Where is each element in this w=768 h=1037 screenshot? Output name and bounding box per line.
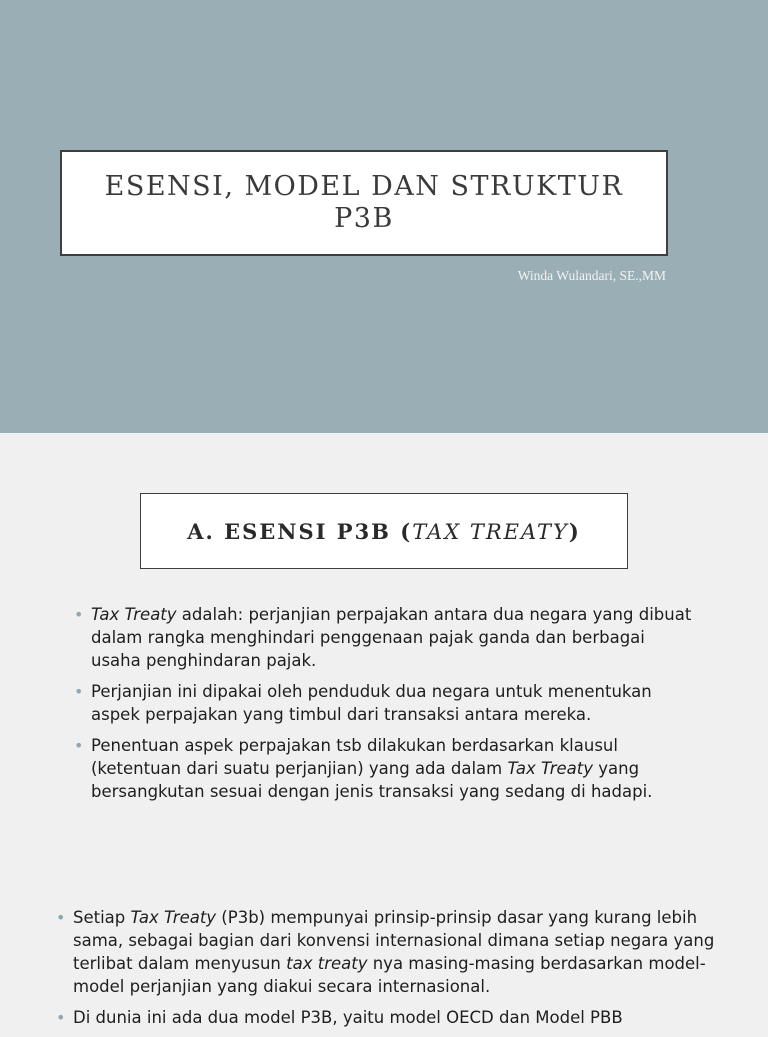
bullet-text: Setiap xyxy=(73,908,131,927)
bullet-text: Penentuan aspek perpajakan tsb dilakukan berdasarkan klausul (ketentuan dari suatu perjanjian) yang ada dalam xyxy=(91,736,618,778)
section-heading xyxy=(187,519,581,544)
term-italic: Tax Treaty xyxy=(91,605,177,624)
bullet-list xyxy=(56,906,716,1037)
section-heading-box xyxy=(140,493,628,569)
list-item xyxy=(56,906,716,998)
author-name: Winda Wulandari, SE.,MM xyxy=(517,268,666,283)
list-item xyxy=(74,680,694,726)
title-slide xyxy=(0,0,768,433)
bullet-icon: • xyxy=(74,605,84,624)
title-box xyxy=(60,150,668,256)
term-italic: tax treaty xyxy=(286,954,368,973)
list-item xyxy=(74,734,694,803)
bullet-icon: • xyxy=(56,908,66,927)
bullet-text: Di dunia ini ada dua model P3B, yaitu model OECD dan Model PBB xyxy=(73,1008,623,1027)
bullet-text: nya masing-masing berdasarkan model-model perjanjian yang diakui secara internasional. xyxy=(73,954,706,996)
term-italic: Tax Treaty xyxy=(130,908,217,927)
bullet-icon: • xyxy=(74,682,84,701)
content-slide-esensi xyxy=(0,433,768,880)
bullet-text: (P3b) mempunyai prinsip-prinsip dasar yang kurang lebih sama, sebagai bagian dari konvensi internasional dimana setiap negara yang terlibat dalam menyusun xyxy=(73,908,715,973)
bullet-text: adalah: perjanjian perpajakan antara dua negara yang dibuat dalam rangka menghindari penggenaan pajak ganda dan berbagai usaha penghindaran pajak. xyxy=(91,605,692,670)
heading-close: ) xyxy=(568,518,581,544)
slide-title-line-2: P3B xyxy=(334,203,394,234)
bullet-text: Perjanjian ini dipakai oleh penduduk dua negara untuk menentukan aspek perpajakan yang timbul dari transaksi antara mereka. xyxy=(91,682,652,724)
heading-italic: TAX TREATY xyxy=(412,519,569,544)
term-italic: Tax Treaty xyxy=(507,759,594,778)
list-item xyxy=(56,1006,716,1029)
content-slide-model xyxy=(0,880,768,1027)
list-item xyxy=(74,603,694,672)
bullet-icon: • xyxy=(74,736,84,755)
bullet-icon: • xyxy=(56,1008,66,1027)
bullet-list xyxy=(74,603,694,811)
bullet-text: yang bersangkutan sesuai dengan jenis transaksi yang sedang di hadapi. xyxy=(91,759,653,801)
heading-main: A. ESENSI P3B ( xyxy=(187,518,413,544)
slide-title xyxy=(105,171,624,235)
slide-title-line-1: ESENSI, MODEL DAN STRUKTUR xyxy=(104,171,624,202)
